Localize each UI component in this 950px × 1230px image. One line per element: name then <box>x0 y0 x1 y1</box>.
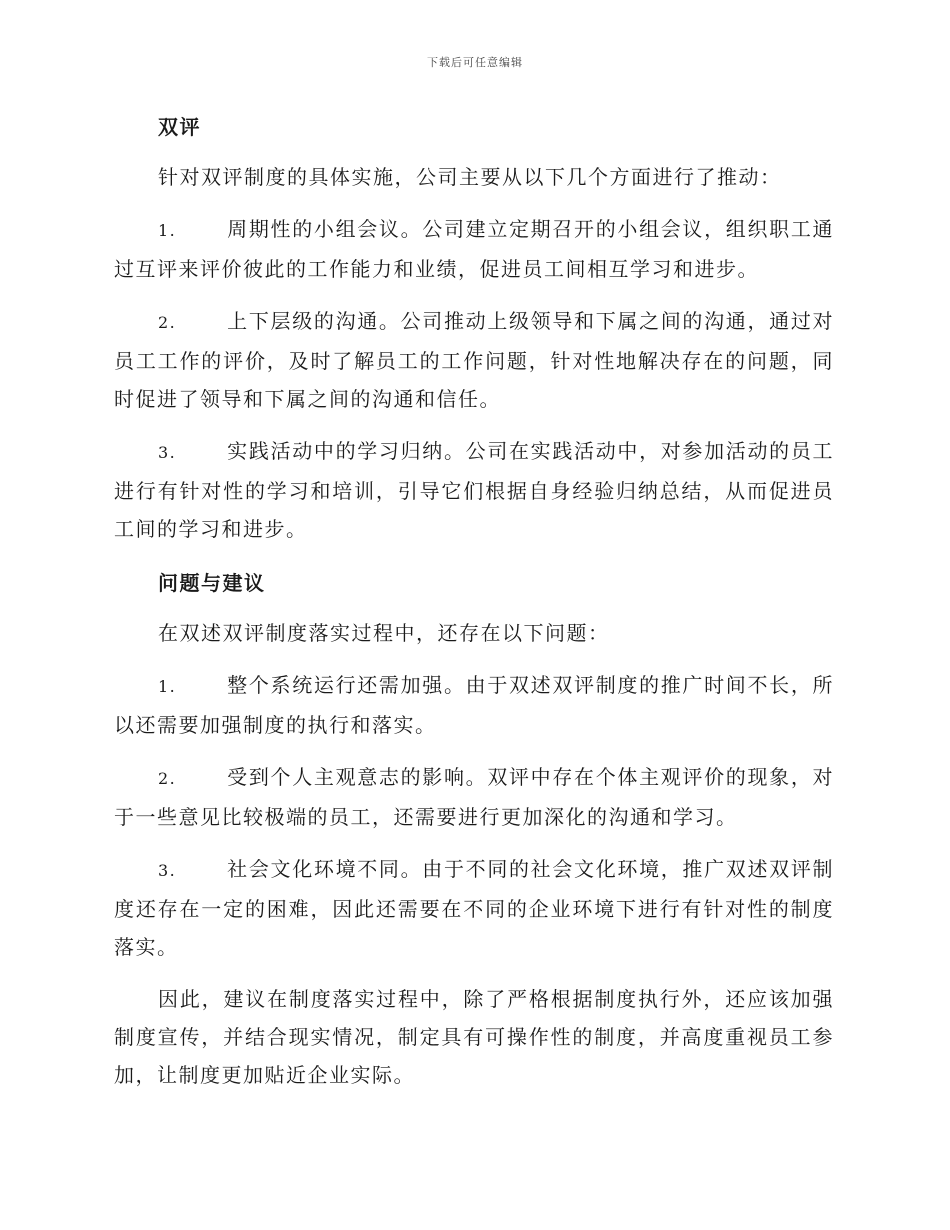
section-title-problems: 问题与建议 <box>158 571 266 595</box>
list-item-number: 1. <box>158 221 177 240</box>
list-item <box>114 432 834 548</box>
list-item-number: 1. <box>158 677 177 696</box>
section-intro: 针对双评制度的具体实施，公司主要从以下几个方面进行了推动： <box>158 165 782 189</box>
list-item-text: 上下层级的沟通。公司推动上级领导和下属之间的沟通，通过对员工工作的评价，及时了解员工的工作问题，针对性地解决存在的问题，同时促进了领导和下属之间的沟通和信任。 <box>114 309 834 411</box>
list-item <box>114 850 834 966</box>
list-item-number: 2. <box>158 313 177 332</box>
list-item <box>114 758 834 836</box>
conclusion-paragraph: 因此，建议在制度落实过程中，除了严格根据制度执行外，还应该加强制度宣传，并结合现实情况，制定具有可操作性的制度，并高度重视员工参加，让制度更加贴近企业实际。 <box>114 987 834 1087</box>
section-intro: 在双述双评制度落实过程中，还存在以下问题： <box>158 621 610 645</box>
section-title-shuangping: 双评 <box>158 115 201 139</box>
document-body <box>114 108 834 1108</box>
list-item-text: 受到个人主观意志的影响。双评中存在个体主观评价的现象，对于一些意见比较极端的员工，还需要进行更加深化的沟通和学习。 <box>114 765 834 829</box>
list-item-number: 3. <box>158 443 177 462</box>
list-item-text: 社会文化环境不同。由于不同的社会文化环境，推广双述双评制度还存在一定的困难，因此还需要在不同的企业环境下进行有针对性的制度落实。 <box>114 857 834 959</box>
list-item-number: 3. <box>158 861 177 880</box>
list-item <box>114 210 834 288</box>
list-item-text: 实践活动中的学习归纳。公司在实践活动中，对参加活动的员工进行有针对性的学习和培训，引导它们根据自身经验归纳总结，从而促进员工间的学习和进步。 <box>114 439 834 541</box>
list-item <box>114 302 834 418</box>
list-item-number: 2. <box>158 769 177 788</box>
header-note: 下载后可任意编辑 <box>427 56 523 69</box>
list-item <box>114 666 834 744</box>
list-item-text: 整个系统运行还需加强。由于双述双评制度的推广时间不长，所以还需要加强制度的执行和落实。 <box>114 673 834 737</box>
list-item-text: 周期性的小组会议。公司建立定期召开的小组会议，组织职工通过互评来评价彼此的工作能力和业绩，促进员工间相互学习和进步。 <box>114 217 834 281</box>
